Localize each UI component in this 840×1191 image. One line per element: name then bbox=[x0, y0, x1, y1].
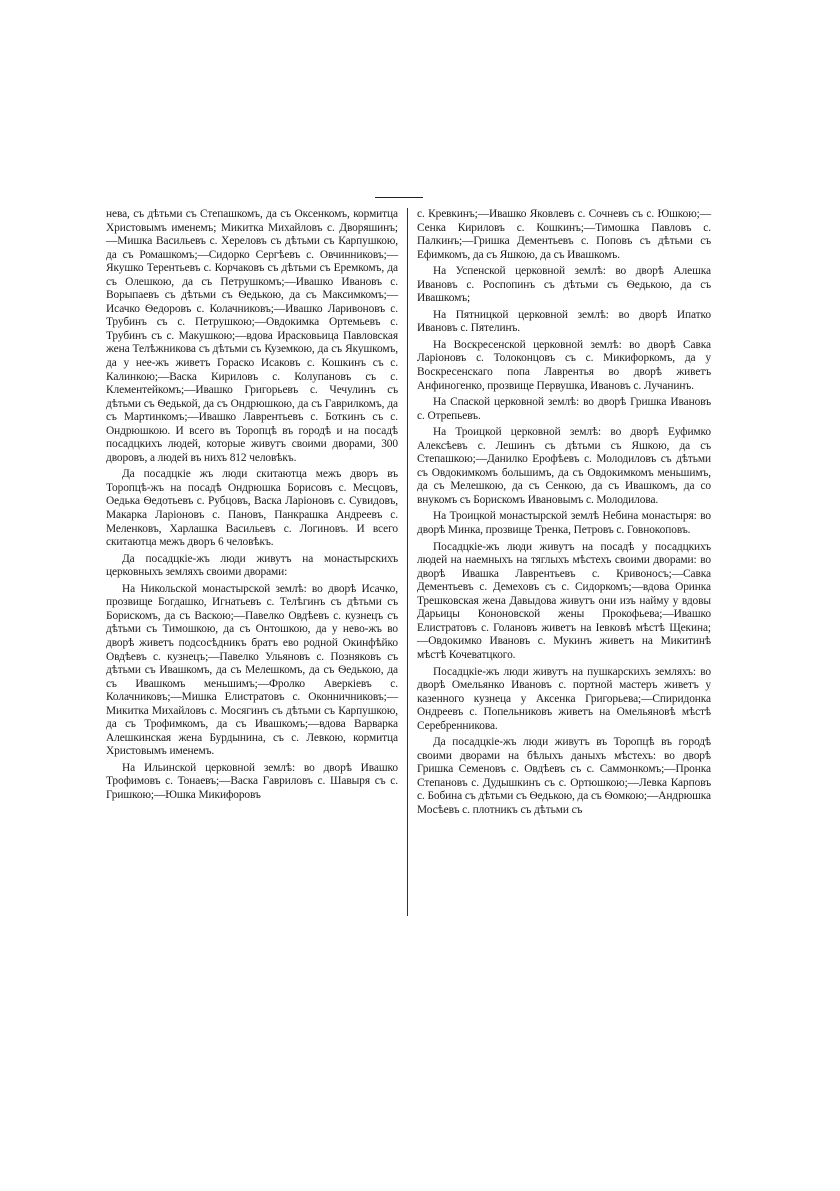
header-rule bbox=[375, 197, 423, 198]
left-paragraph-3: Да посадцкіе-жъ люди живутъ на монастырскихъ церковныхъ земляхъ своими дворами: bbox=[106, 552, 398, 579]
left-paragraph-5: На Ильинской церковной землѣ: во дворѣ Ивашко Трофимовъ с. Тонаевъ;—Васка Гавриловъ с. Шавыря съ с. Гришкою;—Юшка Микифоровъ bbox=[106, 761, 398, 801]
right-column bbox=[417, 208, 711, 818]
right-paragraph-8: Посадцкіе-жъ люди живутъ на посадѣ у посадцкихъ людей на наемныхъ на тяглыхъ мѣстехъ своими дворами: во дворѣ Ивашка Лаврентьевъ с. Кривоносъ;—Савка Дементьевъ с. Демеховъ съ с. Сидоркомъ;—вдова Оринка Трешковская жена Давыдова живутъ они изъ найму у вдовы Дарьицы Кононовской жены Прокофьева;—Ивашко Елистратовъ с. Голановъ живетъ на Іевковѣ мѣстѣ Щекина;—Овдокимко Ивановъ с. Мукинъ живетъ на Микитинѣ мѣстѣ Кочеватцкого. bbox=[417, 540, 711, 661]
left-column bbox=[106, 208, 398, 803]
right-paragraph-5: На Спаской церковной землѣ: во дворѣ Гришка Ивановъ с. Отрепьевъ. bbox=[417, 396, 711, 422]
right-paragraph-1: с. Кревкинъ;—Ивашко Яковлевъ с. Сочневъ съ с. Юшкою;—Сенка Кириловъ с. Кошкинъ;—Тимошка Павловъ с. Палкинъ;—Гришка Дементьевъ с. Поповъ съ дѣтьми съ Ефимкомъ, да съ Яшкою, да съ Ивашкомъ. bbox=[417, 208, 711, 261]
right-paragraph-7: На Троицкой монастырской землѣ Небина монастыря: во дворѣ Минка, прозвище Тренка, Петровъ с. Говнокоповъ. bbox=[417, 510, 711, 537]
right-paragraph-9: Посадцкіе-жъ люди живутъ на пушкарскихъ земляхъ: во дворѣ Омельянко Ивановъ с. портной мастеръ живетъ у казенного кузнеца у Аксенка Григорьева;—Спиридонка Ондреевъ с. Попельниковъ живетъ на Омельяновѣ мѣстѣ Серебренникова. bbox=[417, 665, 711, 732]
left-paragraph-2: Да посадцкіе жъ люди скитаютца межъ дворъ въ Торопцѣ-жъ на посадѣ Ондрюшка Борисовъ с. Месцовъ, Оедька Ѳедотьевъ с. Рубцовъ, Васка Ларіоновъ с. Сувидовъ, Макарка Ларіоновъ с. Пановъ, Панкрашка Андреевъ с. Меленковъ, Харлашка Васильевъ с. Логиновъ. И всего скитаютца межъ дворъ 6 человѣкъ. bbox=[106, 468, 398, 549]
left-paragraph-1: нева, съ дѣтьми съ Степашкомъ, да съ Оксенкомъ, кормитца Христовымъ именемъ; Микитка Михайловъ с. Двоpяшинъ;—Мишка Васильевъ с. Хереловъ съ дѣтьми съ Карпушкою, да съ Ромашкомъ;—Сидорко Сергѣевъ с. Овчинниковъ;—Якушко Терентьевъ с. Корчаковъ съ дѣтьми съ Еремкомъ, да съ Олешкою, да съ Петрушкомъ;—Ивашко Ивановъ с. Ворыпаевъ съ дѣтьми съ Ѳедькою, да съ Максимкомъ;—Исачко Ѳедоровъ с. Колачниковъ;—Ивашко Ларивоновъ с. Трубинъ съ с. Петрушкою;—Овдокимка Ортемьевъ с. Трубинъ съ с. Макушкою;—вдова Ирасковьица Павловская жена Телѣжникова съ дѣтьми съ Куземкою, да съ Якушкомъ, да у нее-жъ живетъ Гораско Исаковъ с. Кошкинъ съ с. Калинкою;—Васка Кириловъ с. Колупановъ съ с. Клементейкомъ;—Ивашко Григорьевъ с. Чечулинъ съ дѣтьми съ Ѳедькой, да съ Ондрюшкою, да съ Гаврилкомъ, да съ Мартинкомъ;—Ивашко Лаврентьевъ с. Боткинъ съ с. Ондрюшкою. И всего въ Торопцѣ въ городѣ и на посадѣ посадцкихъ людей, которые живутъ своими дворами, 300 дворовъ, а людей въ нихъ 812 человѣкъ. bbox=[106, 208, 398, 464]
right-paragraph-2: На Успенской церковной землѣ: во дворѣ Алешка Ивановъ с. Роспопинъ съ дѣтьми съ Ѳедькою, да съ Ивашкомъ; bbox=[417, 265, 711, 305]
right-paragraph-3: На Пятницкой церковной землѣ: во дворѣ Ипатко Ивановъ с. Пятелинъ. bbox=[417, 308, 711, 335]
right-paragraph-6: На Троицкой церковной землѣ: во дворѣ Еуфимко Алексѣевъ с. Лешинъ съ дѣтьми съ Яшкою, да съ Степашкою;—Данилко Ерофѣевъ с. Молодиловъ съ дѣтьми съ Овдокимкомъ большимъ, да съ Овдокимкомъ меньшимъ, да съ Мелешкою, да съ Сенкою, да съ Ивашкомъ, да со внукомъ съ Борискомъ Ивановымъ с. Молодилова. bbox=[417, 426, 711, 506]
right-paragraph-4: На Воскресенской церковной землѣ: во дворѣ Савка Ларіоновъ с. Толоконцовъ съ с. Микифоркомъ, да у Воскресенскаго попа Лаврентья во дворѣ живетъ Анфиногенко, прозвище Первушка, Ивановъ с. Лучанинъ. bbox=[417, 338, 711, 392]
left-paragraph-4: На Никольской монастырской землѣ: во дворѣ Исачко, прозвище Богдашко, Игнатьевъ с. Телѣгинъ съ дѣтьми съ Борискомъ, да съ Васкою;—Павелко Овдѣевъ с. кузнецъ съ дѣтьми съ Тимошкою, да съ Онтошкою, да у нево-жъ во дворѣ живетъ подсосѣдникъ братъ ево родной Окинфѣйко Овдѣевъ с. кузнецъ;—Павелко Ульяновъ с. Позняковъ съ дѣтьми съ Ивашкомъ, да съ Мелешкомъ, да съ Ѳедькою, да съ Ивашкомъ меньшимъ;—Фролко Аверкіевъ с. Колачниковъ;—Мишка Елистратовъ с. Оконничниковъ;—Микитка Михайловъ с. Мосягинъ съ дѣтьми съ Карпушкою, да съ Трофимкомъ, да съ Ивашкомъ;—вдова Варварка Алешкинская жена Бурдынина, съ с. Левкою, кормитца Христовымъ именемъ. bbox=[106, 582, 398, 758]
right-paragraph-10: Да посадцкіе-жъ люди живутъ въ Торопцѣ въ городѣ своими дворами на бѣлыхъ даныхъ мѣстехъ: во дворѣ Гришка Семеновъ с. Овдѣевъ съ с. Саммонкомъ;—Пронка Степановъ с. Дудышкинъ съ с. Ортюшкою;—Левка Карповъ с. Бобина съ дѣтьми съ Ѳедькою, да съ Ѳомкою;—Андрюшка Мосѣевъ с. плотникъ съ дѣтьми съ bbox=[417, 736, 711, 816]
column-divider bbox=[407, 208, 408, 916]
